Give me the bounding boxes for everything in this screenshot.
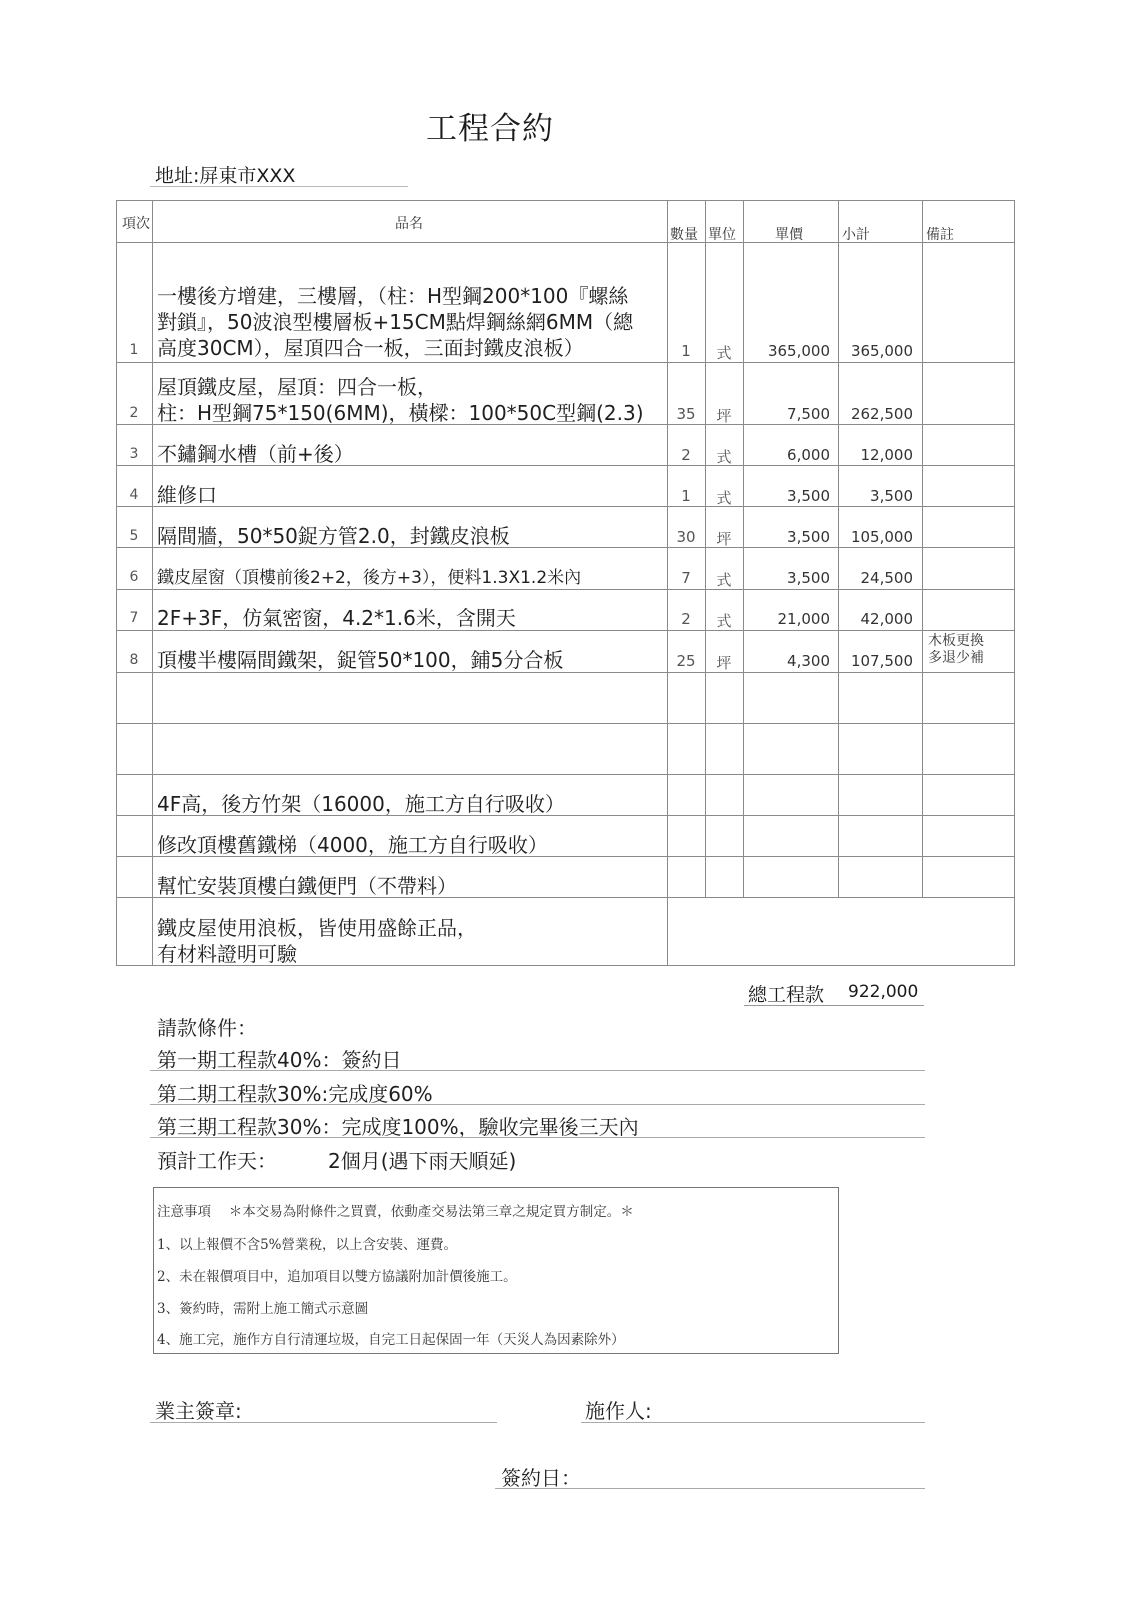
address-underline: [150, 186, 408, 187]
total-underline: [744, 1005, 924, 1006]
sign-date-label: 簽約日：: [501, 1466, 581, 1490]
row-price: 3,500: [787, 569, 830, 587]
address: 地址:屏東市XXX: [155, 165, 296, 187]
row-unit: 坪: [716, 654, 732, 672]
row-name: 一樓後方增建，三樓層，（柱：H型鋼200*100『螺絲 對鎖』，50波浪型樓層板+15CM點焊鋼絲網6MM（總 高度30CM），屋頂四合一板，三面封鐵皮浪板）: [157, 284, 634, 360]
row-index: 3: [129, 446, 139, 462]
row-index: 5: [129, 528, 139, 544]
row-price: 4,300: [787, 652, 830, 670]
extra-item: 4F高，後方竹架（16000，施工方自行吸收）: [157, 792, 565, 816]
row-unit: 式: [716, 571, 732, 589]
row-subtotal: 365,000: [850, 342, 913, 360]
row-qty: 2: [681, 446, 691, 464]
column-divider: [922, 200, 923, 897]
row-name: 鐵皮屋窗（頂樓前後2+2，後方+3），便料1.3X1.2米內: [157, 568, 582, 588]
row-note: 木板更換 多退少補: [928, 633, 984, 666]
column-divider: [838, 200, 839, 897]
row-subtotal: 262,500: [850, 405, 913, 423]
row-name: 2F+3F，仿氣密窗，4.2*1.6米，含開天: [157, 606, 516, 630]
contractor-signature-label: 施作人:: [585, 1399, 652, 1423]
row-price: 6,000: [787, 446, 830, 464]
divider: [150, 1137, 925, 1138]
row-subtotal: 3,500: [870, 487, 913, 505]
header-qty: 數量: [670, 227, 698, 243]
header-name: 品名: [395, 216, 423, 232]
payment-term-2: 第二期工程款30%:完成度60%: [157, 1082, 433, 1106]
row-name: 頂樓半樓隔間鐵架，鋜管50*100，鋪5分合板: [157, 648, 564, 672]
payment-heading: 請款條件：: [157, 1016, 257, 1040]
row-index: 8: [129, 652, 139, 668]
extra-item: 修改頂樓舊鐵梯（4000，施工方自行吸收）: [157, 833, 548, 857]
total-label: 總工程款: [748, 984, 825, 1006]
row-subtotal: 24,500: [860, 569, 913, 587]
payment-term-1: 第一期工程款40%：簽約日: [157, 1048, 402, 1072]
payment-term-3: 第三期工程款30%：完成度100%，驗收完畢後三天內: [157, 1115, 639, 1139]
row-unit: 式: [716, 344, 732, 362]
sign-date-line[interactable]: [495, 1488, 925, 1489]
owner-signature-label: 業主簽章:: [155, 1399, 242, 1423]
column-divider: [152, 200, 153, 966]
row-qty: 30: [676, 528, 696, 546]
row-divider: [116, 362, 1015, 363]
row-index: 7: [129, 610, 139, 626]
row-name: 隔間牆，50*50鋜方管2.0，封鐵皮浪板: [157, 524, 510, 548]
row-index: 1: [129, 342, 139, 358]
row-index: 4: [129, 487, 139, 503]
header-unit: 單位: [708, 227, 736, 243]
row-price: 3,500: [787, 528, 830, 546]
row-qty: 7: [681, 569, 691, 587]
row-qty: 35: [676, 405, 696, 423]
row-unit: 式: [716, 448, 732, 466]
row-unit: 式: [716, 612, 732, 630]
notice-item: 4、施工完，施作方自行清運垃圾，自完工日起保固一年（天災人為因素除外）: [157, 1332, 625, 1348]
row-price: 21,000: [777, 610, 830, 628]
column-divider: [743, 200, 744, 897]
contractor-signature-line[interactable]: [581, 1422, 925, 1423]
notice-item: 1、以上報價不含5%營業稅，以上含安裝、運費。: [157, 1237, 458, 1253]
header-subtotal: 小計: [842, 227, 870, 243]
row-qty: 1: [681, 342, 691, 360]
divider: [150, 1070, 925, 1071]
duration-label: 預計工作天：: [157, 1149, 277, 1173]
row-unit: 坪: [716, 407, 732, 425]
header-price: 單價: [775, 227, 803, 243]
row-name: 不鏽鋼水槽（前+後）: [157, 442, 354, 466]
row-unit: 坪: [716, 530, 732, 548]
row-price: 365,000: [767, 342, 830, 360]
row-divider: [116, 774, 1015, 775]
row-subtotal: 12,000: [860, 446, 913, 464]
row-name: 維修口: [157, 483, 217, 507]
header-index: 項次: [122, 216, 150, 232]
header-note: 備註: [926, 227, 954, 243]
duration-value: 2個月(遇下雨天順延): [328, 1149, 517, 1173]
notice-box: [153, 1187, 839, 1354]
row-name: 屋頂鐵皮屋，屋頂：四合一板， 柱：H型鋼75*150(6MM)，橫樑：100*50C型鋼(2.3): [157, 375, 644, 425]
row-subtotal: 42,000: [860, 610, 913, 628]
row-price: 7,500: [787, 405, 830, 423]
notice-header: 注意事項 ＊本交易為附條件之買賣，依動產交易法第三章之規定買方制定。＊: [157, 1204, 634, 1220]
material-note: 鐵皮屋使用浪板，皆使用盛餘正品， 有材料證明可驗: [157, 916, 477, 966]
page-title: 工程合約: [426, 111, 554, 147]
notice-item: 3、簽約時，需附上施工簡式示意圖: [157, 1301, 369, 1317]
row-divider: [116, 242, 1015, 243]
divider: [150, 1104, 925, 1105]
row-subtotal: 107,500: [850, 652, 913, 670]
extra-item: 幫忙安裝頂樓白鐵便門（不帶料）: [157, 874, 457, 898]
row-qty: 2: [681, 610, 691, 628]
notice-item: 2、未在報價項目中，追加項目以雙方協議附加計價後施工。: [157, 1269, 517, 1285]
row-unit: 式: [716, 489, 732, 507]
owner-signature-line[interactable]: [150, 1422, 497, 1423]
row-index: 6: [129, 569, 139, 585]
row-price: 3,500: [787, 487, 830, 505]
row-subtotal: 105,000: [850, 528, 913, 546]
row-index: 2: [129, 405, 139, 421]
total-value: 922,000: [848, 982, 919, 1002]
row-qty: 25: [676, 652, 696, 670]
row-qty: 1: [681, 487, 691, 505]
row-divider: [116, 723, 1015, 724]
